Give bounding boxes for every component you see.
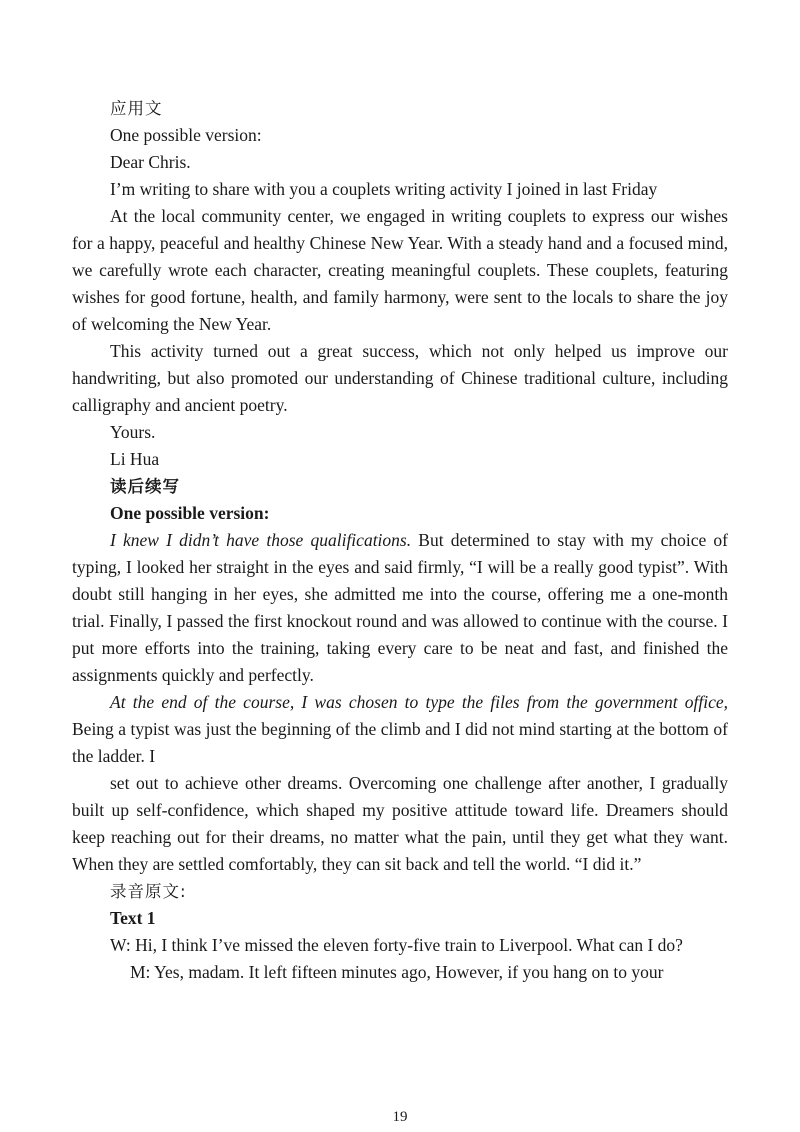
section-heading-continuation: 读后续写 — [110, 477, 180, 496]
continuation-paragraph-3 — [72, 770, 728, 878]
continuation-paragraph-1 — [72, 527, 728, 689]
transcript-line-man: M: Yes, madam. It left fifteen minutes ago, However, if you hang on to your — [130, 962, 664, 982]
letter-paragraph-2 — [72, 338, 728, 419]
letter-paragraph-2-text: This activity turned out a great success, which not only helped us improve our handwriting, but also promoted our understanding of Chinese traditional culture, including calligraphy and ancient poetry. — [72, 341, 728, 415]
version-label-continuation: One possible version: — [110, 503, 270, 523]
section-heading-writing: 应用文 — [110, 99, 163, 118]
version-label-writing: One possible version: — [110, 125, 262, 145]
page-number: 19 — [392, 1109, 408, 1125]
section-heading-transcript: 录音原文: — [110, 882, 187, 901]
transcript-line-woman: W: Hi, I think I’ve missed the eleven forty-five train to Liverpool. What can I do? — [110, 935, 683, 955]
continuation-paragraph-2-text: Being a typist was just the beginning of the climb and I did not mind starting at the bottom of the ladder. I — [72, 719, 728, 766]
letter-signature: Li Hua — [110, 449, 160, 469]
continuation-paragraph-1-lead: I knew I didn’t have those qualifications. — [110, 530, 412, 550]
letter-paragraph-1 — [72, 203, 728, 338]
letter-closing: Yours. — [110, 422, 156, 442]
page-content — [72, 95, 728, 986]
continuation-paragraph-3-text: set out to achieve other dreams. Overcoming one challenge after another, I gradually built up self-confidence, which shaped my positive attitude toward life. Dreamers should keep reaching out for their dreams, no matter what the pain, until they get what they want. When they are settled comfortably, they can sit back and tell the world. “I did it.” — [72, 773, 728, 874]
continuation-paragraph-2-lead: At the end of the course, I was chosen to type the files from the government office, — [110, 692, 728, 712]
letter-opening: I’m writing to share with you a couplets writing activity I joined in last Friday — [110, 179, 658, 199]
letter-salutation: Dear Chris. — [110, 152, 191, 172]
transcript-text-label: Text 1 — [110, 908, 156, 928]
continuation-paragraph-1-text: But determined to stay with my choice of typing, I looked her straight in the eyes and said firmly, “I will be a really good typist”. With doubt still hanging in her eyes, she admitted me into the course, offering me a one-month trial. Finally, I passed the first knockout round and was allowed to continue with the course. I put more efforts into the training, taking every care to be neat and fast, and finished the assignments quickly and perfectly. — [72, 530, 728, 685]
letter-paragraph-1-text: At the local community center, we engaged in writing couplets to express our wishes for a happy, peaceful and healthy Chinese New Year. With a steady hand and a focused mind, we carefully wrote each character, creating meaningful couplets. These couplets, featuring wishes for good fortune, health, and family harmony, were sent to the locals to share the joy of welcoming the New Year. — [72, 206, 728, 334]
continuation-paragraph-2 — [72, 689, 728, 770]
